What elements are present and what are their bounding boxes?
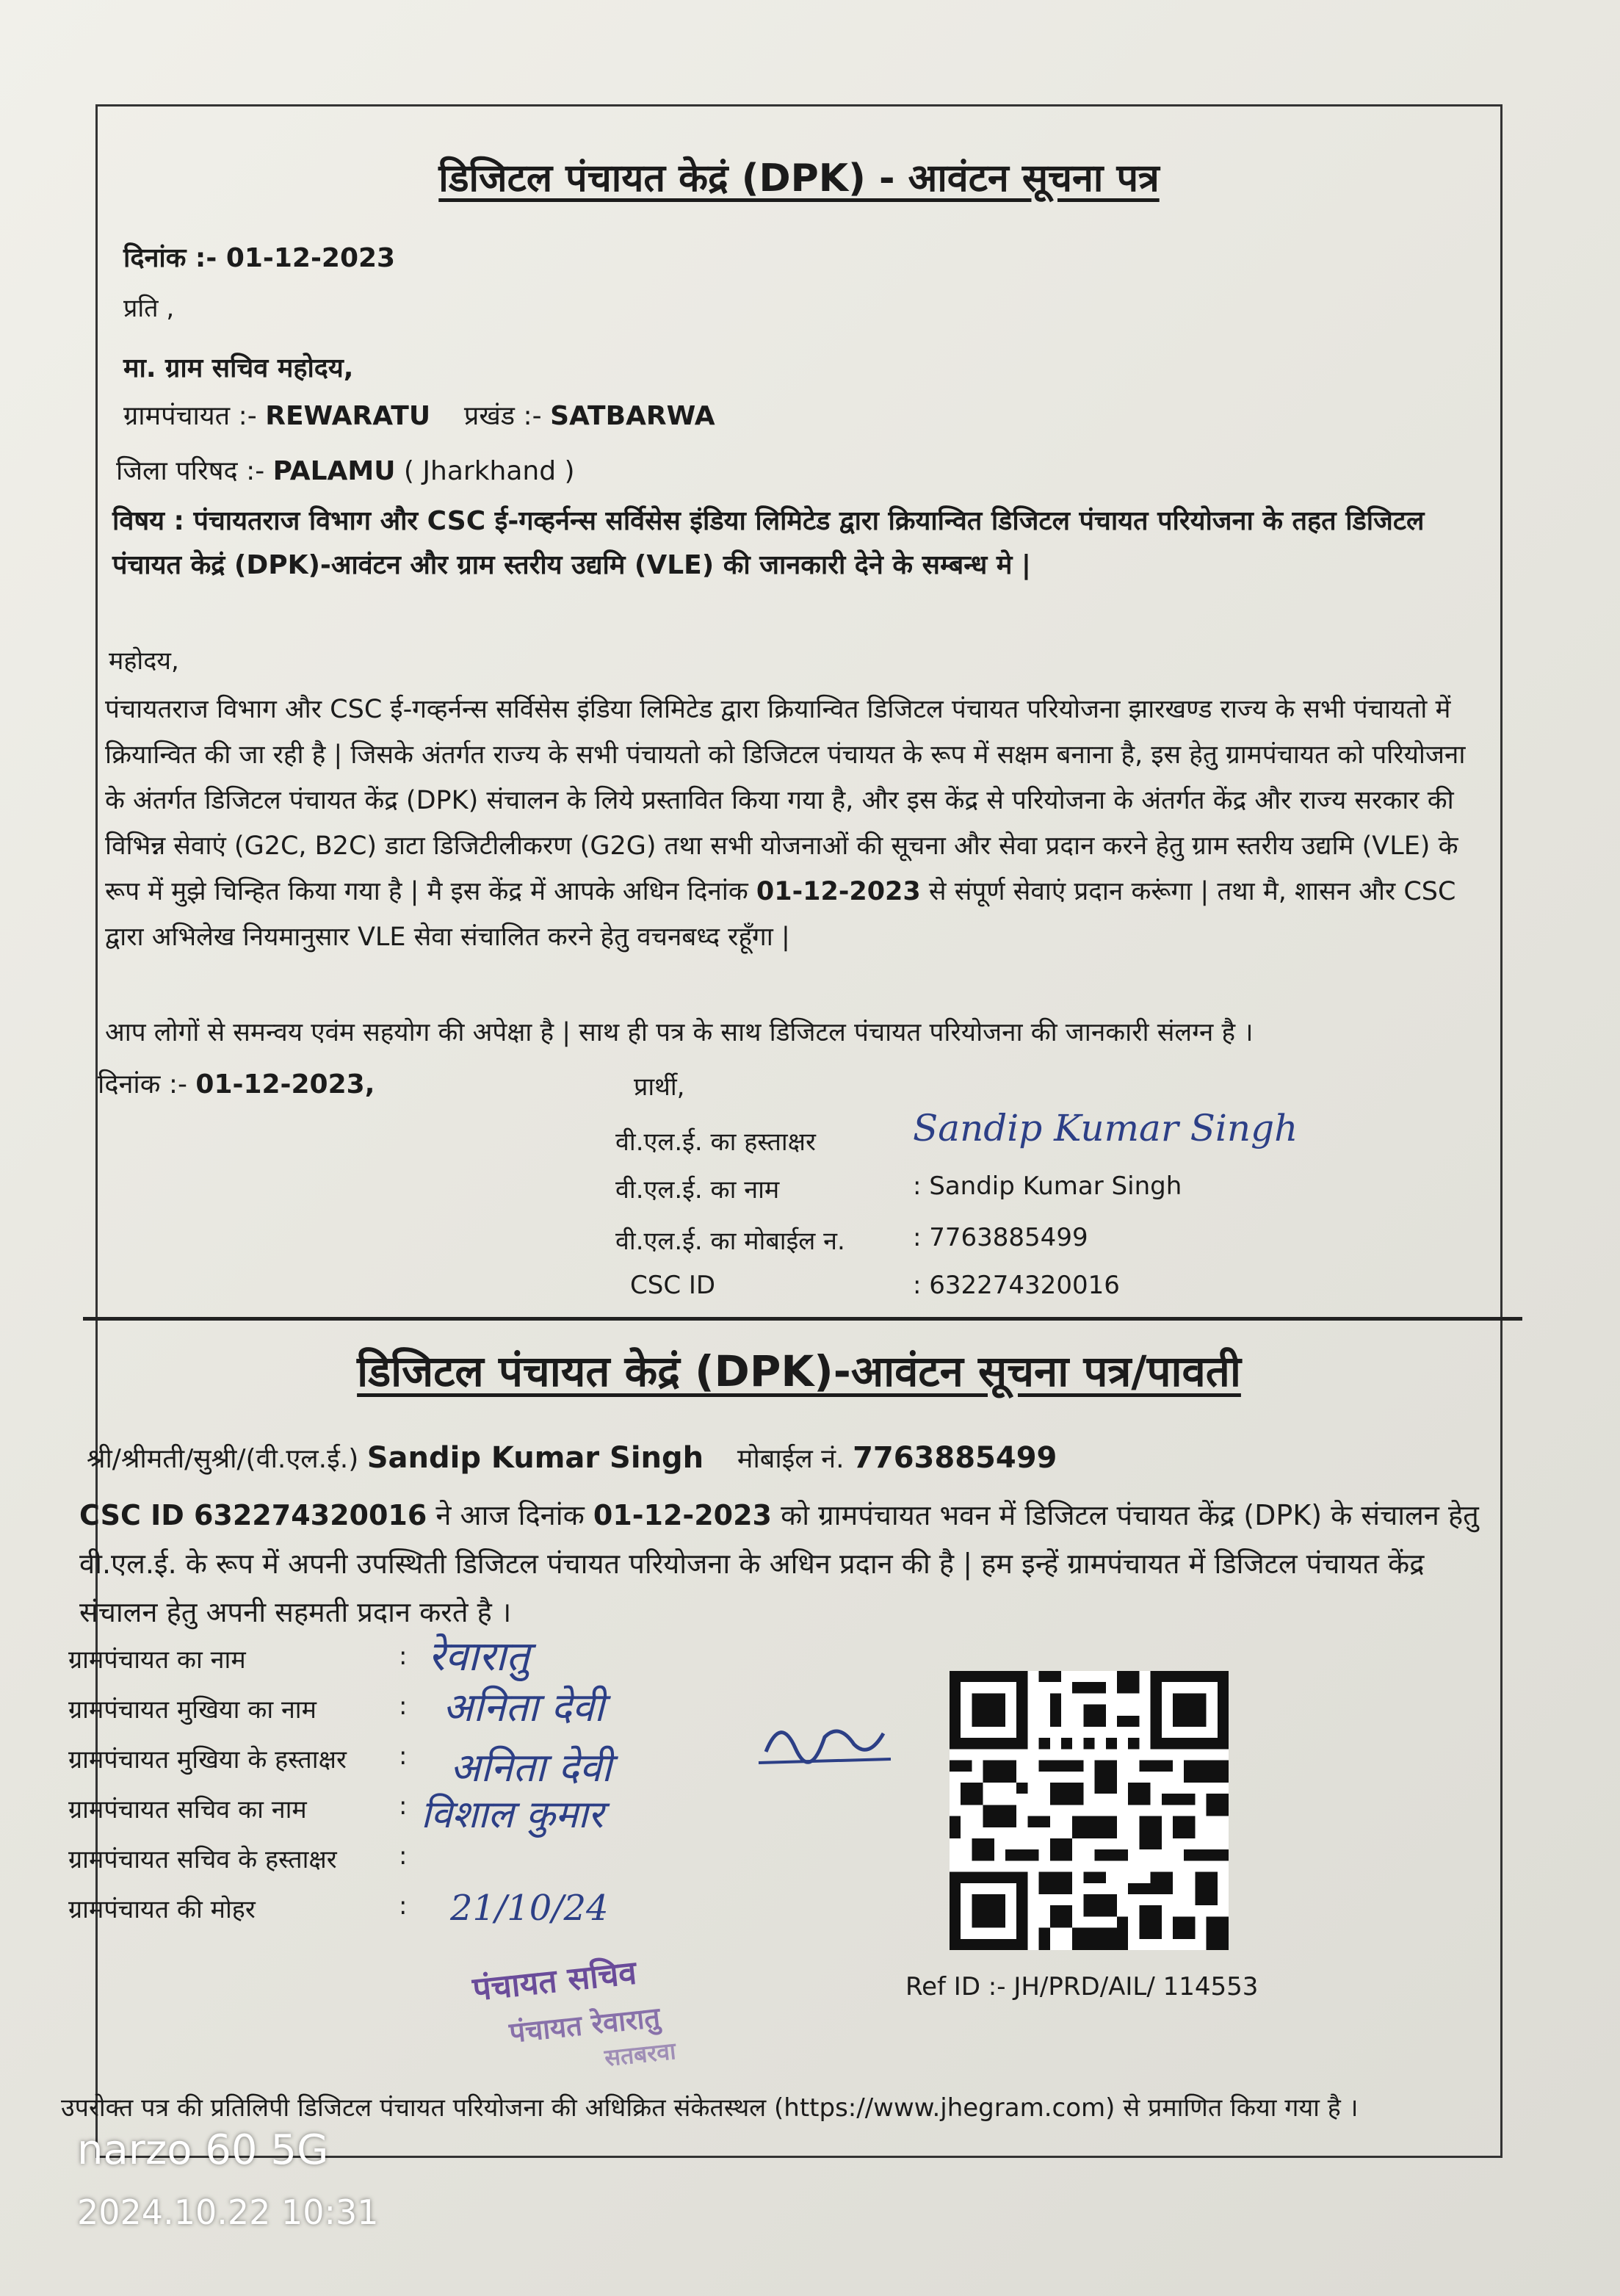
receipt-person-line: श्री/श्रीमती/सुश्री/(वी.एल.ई.) Sandip Kumar Singh मोबाईल नं. 7763885499 bbox=[87, 1441, 1057, 1475]
footer-date: दिनांक :- 01-12-2023, bbox=[98, 1069, 375, 1100]
colon: : bbox=[399, 1891, 408, 1921]
device-watermark: narzo 60 5G bbox=[77, 2126, 329, 2174]
qr-code bbox=[950, 1671, 1229, 1950]
field-label-seal: ग्रामपंचायत की मोहर bbox=[68, 1895, 256, 1924]
colon: : bbox=[399, 1692, 408, 1721]
receipt-body: CSC ID 632274320016 ने आज दिनांक 01-12-2023 को ग्रामपंचायत भवन में डिजिटल पंचायत केंद्र (DPK) के संचालन हेतु वी.एल.ई. के रूप में अपनी उपस्थिती डिजिटल पंचायत परियोजना के अधिन प्रदान की है | हम इन्हें ग्रामपंचायत में डिजिटल पंचायत केंद्र संचालन हेतु अपनी सहमती प्रदान करते है । bbox=[79, 1499, 1479, 1628]
applicant-label: प्रार्थी, bbox=[634, 1072, 685, 1102]
letter-title: डिजिटल पंचायत केद्रं (DPK) - आवंटन सूचना पत्र bbox=[438, 156, 1160, 201]
district-line: जिला परिषद :- PALAMU ( Jharkhand ) bbox=[116, 456, 575, 486]
handwritten-seal-date: 21/10/24 bbox=[450, 1888, 609, 1929]
csc-id-label: CSC ID bbox=[630, 1271, 716, 1300]
seal-stamp-line3: सतबरवा bbox=[603, 2037, 678, 2072]
vle-mobile-label: वी.एल.ई. का मोबाईल न. bbox=[615, 1227, 845, 1256]
vle-sign-label: वी.एल.ई. का हस्ताक्षर bbox=[615, 1127, 816, 1157]
receipt-title: डिजिटल पंचायत केद्रं (DPK)-आवंटन सूचना पत्र/पावती bbox=[357, 1346, 1241, 1396]
handwritten-mukhiya-sign: अनिता देवी bbox=[450, 1744, 612, 1791]
handwritten-sachiv-name: विशाल कुमार bbox=[421, 1793, 604, 1837]
letter-frame bbox=[61, 104, 1503, 2158]
letter-body-2: आप लोगों से समन्वय एवंम सहयोग की अपेक्षा है | साथ ही पत्र के साथ डिजिटल पंचायत परियोजना की जानकारी संलग्न है । bbox=[105, 1018, 1254, 1047]
section-divider bbox=[83, 1317, 1522, 1321]
handwritten-gram-name: रेवारातु bbox=[428, 1633, 529, 1681]
seal-stamp-line1: पंचायत सचिव bbox=[471, 1954, 639, 2009]
salutation: महोदय, bbox=[109, 646, 179, 676]
seal-stamp-line2: पंचायत रेवारातु bbox=[507, 2001, 662, 2049]
letter-subject: विषय : पंचायतराज विभाग और CSC ई-गव्हर्नन्स सर्विसेस इंडिया लिमिटेड द्वारा क्रियान्वित डिजिटल पंचायत परियोजना के तहत डिजिटल पंचायत केद्रं (DPK)-आवंटन और ग्राम स्तरीय उद्यमि (VLE) की जानकारी देने के सम्बन्ध मे | bbox=[112, 506, 1425, 580]
colon: : bbox=[399, 1841, 408, 1871]
addressee: मा. ग्राम सचिव महोदय, bbox=[123, 353, 354, 383]
ref-id: Ref ID :- JH/PRD/AIL/ 114553 bbox=[905, 1972, 1259, 2001]
footer-note: उपरोक्त पत्र की प्रतिलिपी डिजिटल पंचायत परियोजना की अधिक्रित संकेतस्थल (https://www.jhegram.com) से प्रमाणित किया गया है । bbox=[61, 2093, 1359, 2123]
field-label-sachiv-name: ग्रामपंचायत सचिव का नाम bbox=[68, 1795, 307, 1824]
vle-signature: Sandip Kumar Singh bbox=[913, 1107, 1298, 1149]
gram-panchayat-line: ग्रामपंचायत :- REWARATU प्रखंड :- SATBARWA bbox=[123, 401, 715, 431]
to-label: प्रति , bbox=[123, 294, 175, 323]
field-label-sachiv-sign: ग्रामपंचायत सचिव के हस्ताक्षर bbox=[68, 1845, 337, 1874]
vle-mobile-value: : 7763885499 bbox=[913, 1223, 1088, 1252]
letter-date: दिनांक :- 01-12-2023 bbox=[123, 243, 396, 273]
vle-name-label: वी.एल.ई. का नाम bbox=[615, 1175, 780, 1205]
colon: : bbox=[399, 1791, 408, 1821]
handwritten-mukhiya-name: अनिता देवी bbox=[443, 1684, 604, 1730]
mukhiya-signature-scribble bbox=[751, 1708, 898, 1774]
vle-name-value: : Sandip Kumar Singh bbox=[913, 1172, 1182, 1201]
field-label-mukhiya-sign: ग्रामपंचायत मुखिया के हस्ताक्षर bbox=[68, 1745, 347, 1775]
colon: : bbox=[399, 1741, 408, 1771]
csc-id-value: : 632274320016 bbox=[913, 1271, 1120, 1300]
timestamp-watermark: 2024.10.22 10:31 bbox=[77, 2192, 379, 2232]
letter-body: पंचायतराज विभाग और CSC ई-गव्हर्नन्स सर्विसेस इंडिया लिमिटेड द्वारा क्रियान्वित डिजिटल पंचायत परियोजना झारखण्ड राज्य के सभी पंचायतो में क्रियान्वित की जा रही है | जिसके अंतर्गत राज्य के सभी पंचायतो को डिजिटल पंचायत के रूप में सक्षम बनाना है, इस हेतु ग्रामपंचायत को परियोजना के अंतर्गत डिजिटल पंचायत केंद्र (DPK) संचालन के लिये प्रस्तावित किया गया है, और इस केंद्र से परियोजना के अंतर्गत केंद्र और राज्य सरकार की विभिन्न सेवाएं (G2C, B2C) डाटा डिजिटीलीकरण (G2G) तथा सभी योजनाओं की सूचना और सेवा प्रदान करने हेतु ग्राम स्तरीय उद्यमि (VLE) के रूप में मुझे चिन्हित किया गया है | मै इस केंद्र में आपके अधिन दिनांक 01-12-2023 से संपूर्ण सेवाएं प्रदान करूंगा | तथा मै, शासन और CSC द्वारा अभिलेख नियमानुसार VLE सेवा संचालित करने हेतु वचनबध्द रहूँगा | bbox=[105, 695, 1466, 952]
field-label-mukhiya-name: ग्रामपंचायत मुखिया का नाम bbox=[68, 1695, 317, 1725]
field-label-gram-name: ग्रामपंचायत का नाम bbox=[68, 1645, 246, 1675]
colon: : bbox=[399, 1642, 408, 1671]
